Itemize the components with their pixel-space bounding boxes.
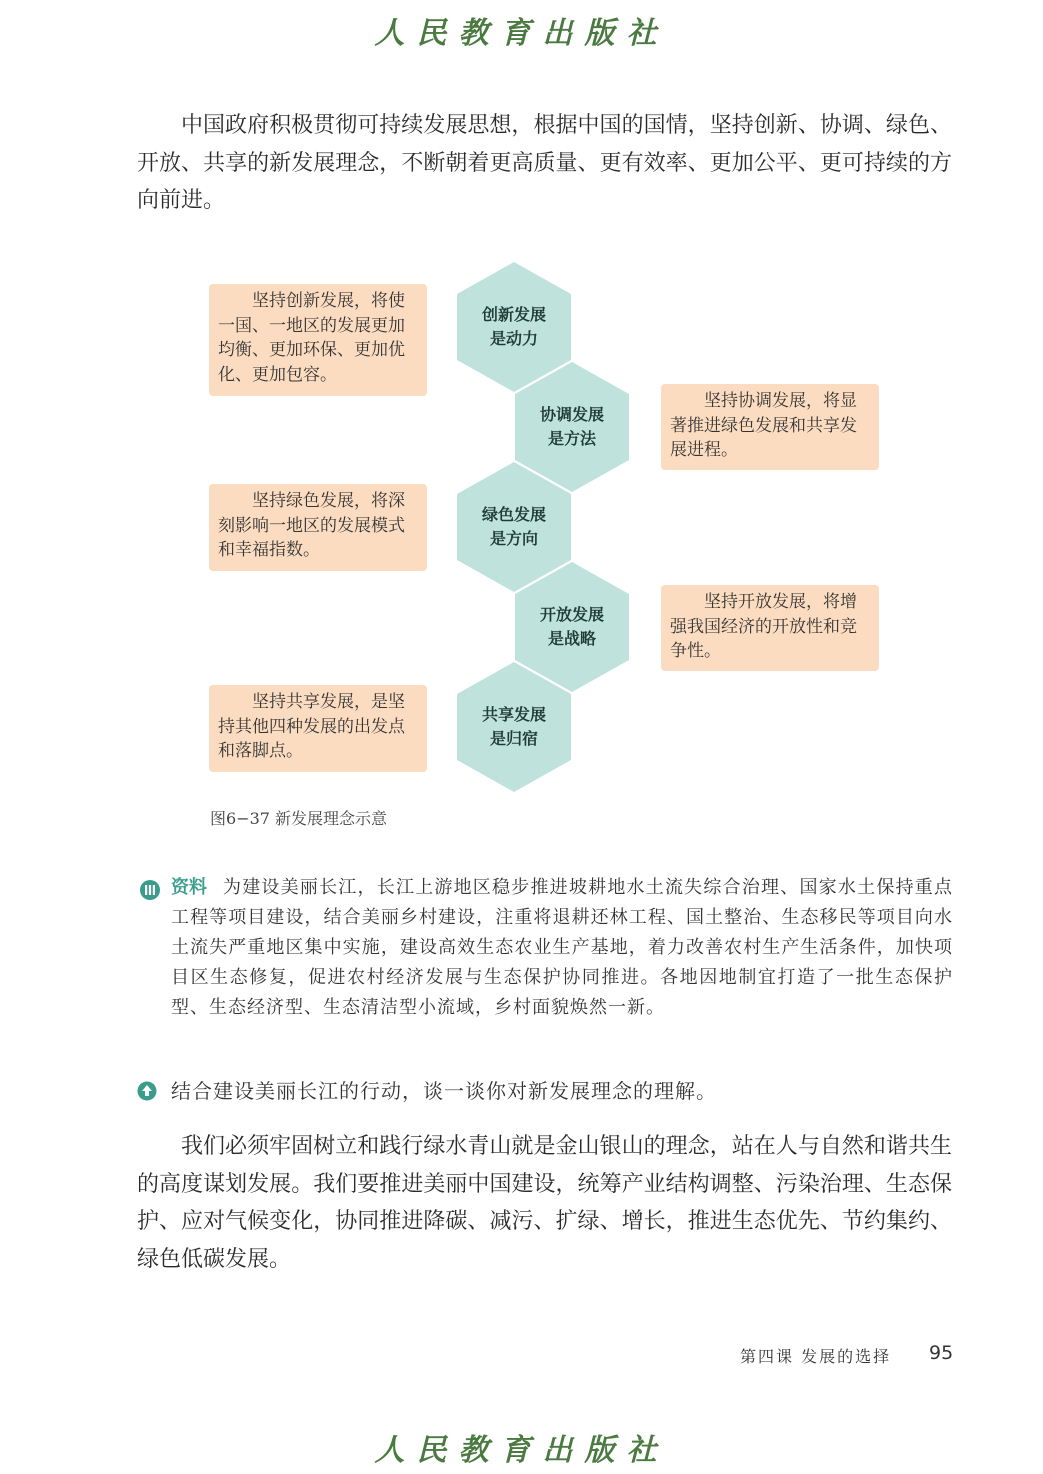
- note-coordination: 坚持协调发展，将显著推进绿色发展和共享发展进程。: [661, 384, 879, 470]
- hexagon-sharing: [457, 662, 571, 792]
- hexagon-line1: 绿色发展: [481, 505, 546, 524]
- footer-chapter: 第四课 发展的选择: [740, 1347, 892, 1366]
- hexagon-line2: 是战略: [547, 629, 596, 648]
- publisher-header: 人民教育出版社: [374, 16, 669, 51]
- note-green: 坚持绿色发展，将深刻影响一地区的发展模式和幸福指数。: [209, 484, 427, 571]
- hexagon-line2: 是方法: [547, 429, 596, 448]
- question-icon: [137, 1081, 157, 1101]
- hexagon-line1: 协调发展: [539, 405, 604, 424]
- material-book-icon: [139, 879, 161, 901]
- discussion-question: 结合建设美丽长江的行动，谈一谈你对新发展理念的理解。: [171, 1079, 717, 1103]
- page-number: 95: [929, 1342, 954, 1364]
- intro-paragraph: 中国政府积极贯彻可持续发展思想，根据中国的国情，坚持创新、协调、绿色、开放、共享的新发展理念，不断朝着更高质量、更有效率、更加公平、更可持续的方向前进。: [137, 113, 952, 213]
- hexagon-line1: 共享发展: [481, 705, 546, 724]
- material-text: 为建设美丽长江，长江上游地区稳步推进坡耕地水土流失综合治理、国家水土保持重点工程等项目建设，结合美丽乡村建设，注重将退耕还林工程、国土整治、生态移民等项目向水土流失严重地区集中实施，建设高效生态农业生产基地，着力改善农村生产生活条件，加快项目区生态修复，促进农村经济发展与生态保护协同推进。各地因地制宜打造了一批生态保护型、生态经济型、生态清洁型小流域，乡村面貌焕然一新。: [171, 877, 953, 1018]
- hexagon-line1: 创新发展: [481, 305, 546, 324]
- closing-paragraph: 我们必须牢固树立和践行绿水青山就是金山银山的理念，站在人与自然和谐共生的高度谋划发展。我们要推进美丽中国建设，统筹产业结构调整、污染治理、生态保护、应对气候变化，协同推进降碳、减污、扩绿、增长，推进生态优先、节约集约、绿色低碳发展。: [137, 1134, 952, 1272]
- hexagon-line2: 是归宿: [489, 729, 538, 748]
- note-innovation: 坚持创新发展，将使一国、一地区的发展更加均衡、更加环保、更加优化、更加包容。: [209, 284, 427, 396]
- figure-caption: 图6−37 新发展理念示意: [210, 809, 388, 828]
- hexagon-line2: 是动力: [489, 329, 538, 348]
- material-tag: 资料: [171, 877, 207, 898]
- hexagon-line1: 开放发展: [539, 605, 604, 624]
- note-openness: 坚持开放发展，将增强我国经济的开放性和竞争性。: [661, 585, 879, 671]
- note-sharing: 坚持共享发展，是坚持其他四种发展的出发点和落脚点。: [209, 685, 427, 772]
- hexagon-line2: 是方向: [489, 529, 538, 548]
- publisher-footer: 人民教育出版社: [374, 1433, 669, 1468]
